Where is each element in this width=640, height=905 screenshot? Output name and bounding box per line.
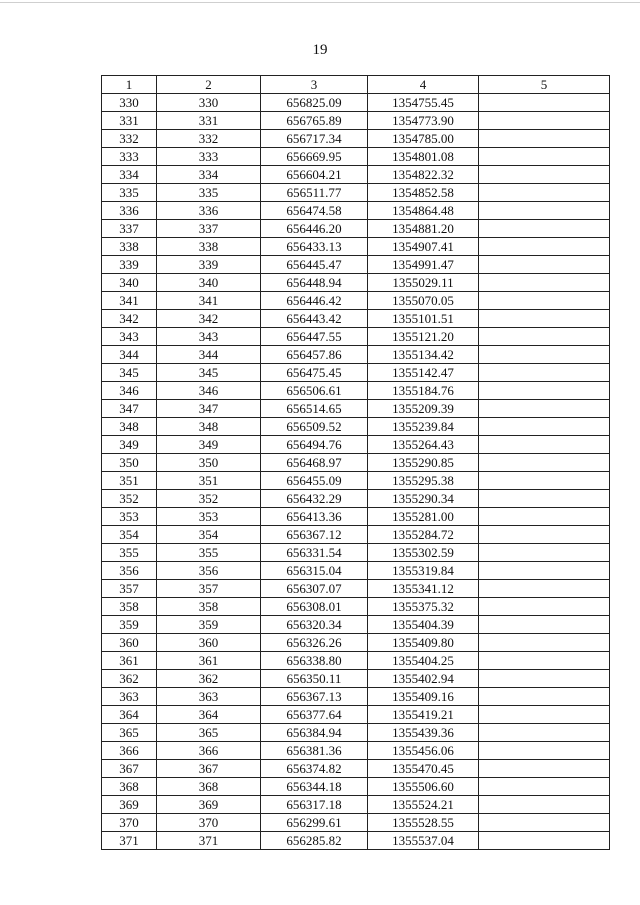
x-coordinate-cell: 656344.18 xyxy=(261,778,368,796)
y-coordinate-cell: 1355319.84 xyxy=(368,562,479,580)
note-cell xyxy=(479,598,610,616)
note-cell xyxy=(479,706,610,724)
x-coordinate-cell: 656367.12 xyxy=(261,526,368,544)
point-id-cell: 345 xyxy=(157,364,261,382)
note-cell xyxy=(479,832,610,850)
note-cell xyxy=(479,184,610,202)
point-id-cell: 348 xyxy=(157,418,261,436)
x-coordinate-cell: 656604.21 xyxy=(261,166,368,184)
x-coordinate-cell: 656825.09 xyxy=(261,94,368,112)
point-id-cell: 365 xyxy=(157,724,261,742)
y-coordinate-cell: 1354881.20 xyxy=(368,220,479,238)
point-id-cell: 354 xyxy=(157,526,261,544)
point-number-cell: 342 xyxy=(102,310,157,328)
note-cell xyxy=(479,634,610,652)
point-number-cell: 355 xyxy=(102,544,157,562)
point-id-cell: 337 xyxy=(157,220,261,238)
table-row xyxy=(102,148,610,166)
note-cell xyxy=(479,454,610,472)
note-cell xyxy=(479,688,610,706)
point-id-cell: 342 xyxy=(157,310,261,328)
x-coordinate-cell: 656384.94 xyxy=(261,724,368,742)
point-id-cell: 330 xyxy=(157,94,261,112)
note-cell xyxy=(479,292,610,310)
point-number-cell: 345 xyxy=(102,364,157,382)
note-cell xyxy=(479,94,610,112)
note-cell xyxy=(479,436,610,454)
note-cell xyxy=(479,148,610,166)
column-header-4: 4 xyxy=(368,76,479,94)
note-cell xyxy=(479,490,610,508)
y-coordinate-cell: 1355409.16 xyxy=(368,688,479,706)
x-coordinate-cell: 656308.01 xyxy=(261,598,368,616)
point-number-cell: 368 xyxy=(102,778,157,796)
point-number-cell: 351 xyxy=(102,472,157,490)
table-row xyxy=(102,274,610,292)
note-cell xyxy=(479,616,610,634)
table-row xyxy=(102,526,610,544)
table-row xyxy=(102,742,610,760)
table-row xyxy=(102,184,610,202)
table-row xyxy=(102,400,610,418)
y-coordinate-cell: 1355506.60 xyxy=(368,778,479,796)
point-number-cell: 367 xyxy=(102,760,157,778)
x-coordinate-cell: 656448.94 xyxy=(261,274,368,292)
x-coordinate-cell: 656446.20 xyxy=(261,220,368,238)
x-coordinate-cell: 656432.29 xyxy=(261,490,368,508)
x-coordinate-cell: 656468.97 xyxy=(261,454,368,472)
y-coordinate-cell: 1354822.32 xyxy=(368,166,479,184)
x-coordinate-cell: 656494.76 xyxy=(261,436,368,454)
point-number-cell: 337 xyxy=(102,220,157,238)
y-coordinate-cell: 1354991.47 xyxy=(368,256,479,274)
y-coordinate-cell: 1355419.21 xyxy=(368,706,479,724)
y-coordinate-cell: 1355470.45 xyxy=(368,760,479,778)
table-row xyxy=(102,94,610,112)
table-row xyxy=(102,724,610,742)
point-number-cell: 366 xyxy=(102,742,157,760)
x-coordinate-cell: 656511.77 xyxy=(261,184,368,202)
table-row xyxy=(102,760,610,778)
y-coordinate-cell: 1355142.47 xyxy=(368,364,479,382)
x-coordinate-cell: 656377.64 xyxy=(261,706,368,724)
table-row xyxy=(102,490,610,508)
x-coordinate-cell: 656509.52 xyxy=(261,418,368,436)
y-coordinate-cell: 1354755.45 xyxy=(368,94,479,112)
point-number-cell: 357 xyxy=(102,580,157,598)
point-number-cell: 363 xyxy=(102,688,157,706)
x-coordinate-cell: 656367.13 xyxy=(261,688,368,706)
point-id-cell: 350 xyxy=(157,454,261,472)
y-coordinate-cell: 1355184.76 xyxy=(368,382,479,400)
x-coordinate-cell: 656765.89 xyxy=(261,112,368,130)
point-id-cell: 360 xyxy=(157,634,261,652)
column-header-5: 5 xyxy=(479,76,610,94)
y-coordinate-cell: 1355409.80 xyxy=(368,634,479,652)
point-id-cell: 335 xyxy=(157,184,261,202)
table-row xyxy=(102,454,610,472)
page-number: 19 xyxy=(312,42,328,58)
point-id-cell: 363 xyxy=(157,688,261,706)
table-row xyxy=(102,544,610,562)
table-row xyxy=(102,364,610,382)
x-coordinate-cell: 656447.55 xyxy=(261,328,368,346)
x-coordinate-cell: 656338.80 xyxy=(261,652,368,670)
point-id-cell: 340 xyxy=(157,274,261,292)
x-coordinate-cell: 656381.36 xyxy=(261,742,368,760)
table-row xyxy=(102,310,610,328)
table-row xyxy=(102,832,610,850)
x-coordinate-cell: 656317.18 xyxy=(261,796,368,814)
y-coordinate-cell: 1355264.43 xyxy=(368,436,479,454)
point-id-cell: 338 xyxy=(157,238,261,256)
table-row xyxy=(102,814,610,832)
table-row xyxy=(102,472,610,490)
x-coordinate-cell: 656443.42 xyxy=(261,310,368,328)
point-number-cell: 333 xyxy=(102,148,157,166)
y-coordinate-cell: 1355439.36 xyxy=(368,724,479,742)
point-id-cell: 369 xyxy=(157,796,261,814)
x-coordinate-cell: 656455.09 xyxy=(261,472,368,490)
point-id-cell: 331 xyxy=(157,112,261,130)
x-coordinate-cell: 656326.26 xyxy=(261,634,368,652)
y-coordinate-cell: 1355134.42 xyxy=(368,346,479,364)
table-row xyxy=(102,202,610,220)
note-cell xyxy=(479,670,610,688)
point-id-cell: 364 xyxy=(157,706,261,724)
note-cell xyxy=(479,166,610,184)
point-id-cell: 366 xyxy=(157,742,261,760)
point-id-cell: 349 xyxy=(157,436,261,454)
coordinates-table xyxy=(101,75,610,850)
y-coordinate-cell: 1355209.39 xyxy=(368,400,479,418)
point-number-cell: 341 xyxy=(102,292,157,310)
note-cell xyxy=(479,796,610,814)
point-number-cell: 338 xyxy=(102,238,157,256)
x-coordinate-cell: 656506.61 xyxy=(261,382,368,400)
table-row xyxy=(102,220,610,238)
point-number-cell: 344 xyxy=(102,346,157,364)
point-number-cell: 340 xyxy=(102,274,157,292)
note-cell xyxy=(479,220,610,238)
point-id-cell: 351 xyxy=(157,472,261,490)
point-id-cell: 361 xyxy=(157,652,261,670)
point-id-cell: 359 xyxy=(157,616,261,634)
point-number-cell: 330 xyxy=(102,94,157,112)
point-id-cell: 370 xyxy=(157,814,261,832)
x-coordinate-cell: 656475.45 xyxy=(261,364,368,382)
table-row xyxy=(102,112,610,130)
table-row xyxy=(102,796,610,814)
note-cell xyxy=(479,562,610,580)
y-coordinate-cell: 1355375.32 xyxy=(368,598,479,616)
y-coordinate-cell: 1355537.04 xyxy=(368,832,479,850)
x-coordinate-cell: 656315.04 xyxy=(261,562,368,580)
note-cell xyxy=(479,580,610,598)
table-row xyxy=(102,130,610,148)
y-coordinate-cell: 1354785.00 xyxy=(368,130,479,148)
point-id-cell: 333 xyxy=(157,148,261,166)
y-coordinate-cell: 1355290.34 xyxy=(368,490,479,508)
table-row xyxy=(102,778,610,796)
point-id-cell: 371 xyxy=(157,832,261,850)
table-row xyxy=(102,562,610,580)
table-row xyxy=(102,598,610,616)
point-number-cell: 364 xyxy=(102,706,157,724)
y-coordinate-cell: 1354773.90 xyxy=(368,112,479,130)
note-cell xyxy=(479,652,610,670)
y-coordinate-cell: 1355402.94 xyxy=(368,670,479,688)
x-coordinate-cell: 656445.47 xyxy=(261,256,368,274)
point-id-cell: 347 xyxy=(157,400,261,418)
y-coordinate-cell: 1355284.72 xyxy=(368,526,479,544)
point-id-cell: 341 xyxy=(157,292,261,310)
point-id-cell: 346 xyxy=(157,382,261,400)
note-cell xyxy=(479,724,610,742)
point-number-cell: 369 xyxy=(102,796,157,814)
point-id-cell: 358 xyxy=(157,598,261,616)
y-coordinate-cell: 1355341.12 xyxy=(368,580,479,598)
x-coordinate-cell: 656320.34 xyxy=(261,616,368,634)
note-cell xyxy=(479,256,610,274)
note-cell xyxy=(479,760,610,778)
x-coordinate-cell: 656374.82 xyxy=(261,760,368,778)
point-number-cell: 370 xyxy=(102,814,157,832)
point-id-cell: 344 xyxy=(157,346,261,364)
x-coordinate-cell: 656413.36 xyxy=(261,508,368,526)
note-cell xyxy=(479,742,610,760)
y-coordinate-cell: 1355404.39 xyxy=(368,616,479,634)
x-coordinate-cell: 656285.82 xyxy=(261,832,368,850)
y-coordinate-cell: 1355290.85 xyxy=(368,454,479,472)
point-number-cell: 343 xyxy=(102,328,157,346)
table-row xyxy=(102,670,610,688)
point-number-cell: 332 xyxy=(102,130,157,148)
note-cell xyxy=(479,778,610,796)
table-row xyxy=(102,580,610,598)
table-row xyxy=(102,418,610,436)
y-coordinate-cell: 1355029.11 xyxy=(368,274,479,292)
column-header-2: 2 xyxy=(157,76,261,94)
point-number-cell: 362 xyxy=(102,670,157,688)
point-number-cell: 352 xyxy=(102,490,157,508)
point-id-cell: 339 xyxy=(157,256,261,274)
note-cell xyxy=(479,364,610,382)
y-coordinate-cell: 1355239.84 xyxy=(368,418,479,436)
point-id-cell: 357 xyxy=(157,580,261,598)
table-row xyxy=(102,346,610,364)
point-id-cell: 353 xyxy=(157,508,261,526)
table-row xyxy=(102,256,610,274)
point-id-cell: 343 xyxy=(157,328,261,346)
table-row xyxy=(102,616,610,634)
column-header-3: 3 xyxy=(261,76,368,94)
point-number-cell: 339 xyxy=(102,256,157,274)
note-cell xyxy=(479,346,610,364)
x-coordinate-cell: 656457.86 xyxy=(261,346,368,364)
table-row xyxy=(102,166,610,184)
table-row xyxy=(102,652,610,670)
top-rule xyxy=(0,2,640,3)
point-number-cell: 331 xyxy=(102,112,157,130)
point-number-cell: 371 xyxy=(102,832,157,850)
column-header-1: 1 xyxy=(102,76,157,94)
note-cell xyxy=(479,814,610,832)
x-coordinate-cell: 656350.11 xyxy=(261,670,368,688)
note-cell xyxy=(479,508,610,526)
note-cell xyxy=(479,202,610,220)
point-id-cell: 355 xyxy=(157,544,261,562)
note-cell xyxy=(479,418,610,436)
point-id-cell: 332 xyxy=(157,130,261,148)
note-cell xyxy=(479,274,610,292)
point-number-cell: 365 xyxy=(102,724,157,742)
y-coordinate-cell: 1354907.41 xyxy=(368,238,479,256)
x-coordinate-cell: 656446.42 xyxy=(261,292,368,310)
table-header-row xyxy=(102,76,610,94)
point-number-cell: 358 xyxy=(102,598,157,616)
point-id-cell: 367 xyxy=(157,760,261,778)
y-coordinate-cell: 1355101.51 xyxy=(368,310,479,328)
point-number-cell: 334 xyxy=(102,166,157,184)
y-coordinate-cell: 1355302.59 xyxy=(368,544,479,562)
table-row xyxy=(102,688,610,706)
point-number-cell: 353 xyxy=(102,508,157,526)
y-coordinate-cell: 1355404.25 xyxy=(368,652,479,670)
y-coordinate-cell: 1355121.20 xyxy=(368,328,479,346)
point-number-cell: 336 xyxy=(102,202,157,220)
point-number-cell: 335 xyxy=(102,184,157,202)
x-coordinate-cell: 656717.34 xyxy=(261,130,368,148)
y-coordinate-cell: 1355528.55 xyxy=(368,814,479,832)
point-number-cell: 354 xyxy=(102,526,157,544)
point-id-cell: 336 xyxy=(157,202,261,220)
table-row xyxy=(102,508,610,526)
table-row xyxy=(102,382,610,400)
note-cell xyxy=(479,310,610,328)
note-cell xyxy=(479,472,610,490)
x-coordinate-cell: 656299.61 xyxy=(261,814,368,832)
y-coordinate-cell: 1355456.06 xyxy=(368,742,479,760)
point-id-cell: 352 xyxy=(157,490,261,508)
note-cell xyxy=(479,238,610,256)
point-number-cell: 346 xyxy=(102,382,157,400)
note-cell xyxy=(479,112,610,130)
point-number-cell: 361 xyxy=(102,652,157,670)
x-coordinate-cell: 656669.95 xyxy=(261,148,368,166)
point-number-cell: 350 xyxy=(102,454,157,472)
point-number-cell: 348 xyxy=(102,418,157,436)
point-number-cell: 360 xyxy=(102,634,157,652)
note-cell xyxy=(479,382,610,400)
point-number-cell: 356 xyxy=(102,562,157,580)
table-row xyxy=(102,436,610,454)
y-coordinate-cell: 1354852.58 xyxy=(368,184,479,202)
x-coordinate-cell: 656474.58 xyxy=(261,202,368,220)
x-coordinate-cell: 656433.13 xyxy=(261,238,368,256)
note-cell xyxy=(479,328,610,346)
note-cell xyxy=(479,130,610,148)
y-coordinate-cell: 1355070.05 xyxy=(368,292,479,310)
point-id-cell: 334 xyxy=(157,166,261,184)
table-body xyxy=(102,94,610,850)
table-row xyxy=(102,238,610,256)
y-coordinate-cell: 1355295.38 xyxy=(368,472,479,490)
table-row xyxy=(102,634,610,652)
x-coordinate-cell: 656514.65 xyxy=(261,400,368,418)
table-row xyxy=(102,706,610,724)
note-cell xyxy=(479,526,610,544)
note-cell xyxy=(479,400,610,418)
x-coordinate-cell: 656307.07 xyxy=(261,580,368,598)
x-coordinate-cell: 656331.54 xyxy=(261,544,368,562)
point-id-cell: 368 xyxy=(157,778,261,796)
table-row xyxy=(102,292,610,310)
y-coordinate-cell: 1355524.21 xyxy=(368,796,479,814)
note-cell xyxy=(479,544,610,562)
y-coordinate-cell: 1354801.08 xyxy=(368,148,479,166)
table-row xyxy=(102,328,610,346)
point-number-cell: 359 xyxy=(102,616,157,634)
point-number-cell: 349 xyxy=(102,436,157,454)
point-id-cell: 356 xyxy=(157,562,261,580)
y-coordinate-cell: 1355281.00 xyxy=(368,508,479,526)
y-coordinate-cell: 1354864.48 xyxy=(368,202,479,220)
point-number-cell: 347 xyxy=(102,400,157,418)
point-id-cell: 362 xyxy=(157,670,261,688)
